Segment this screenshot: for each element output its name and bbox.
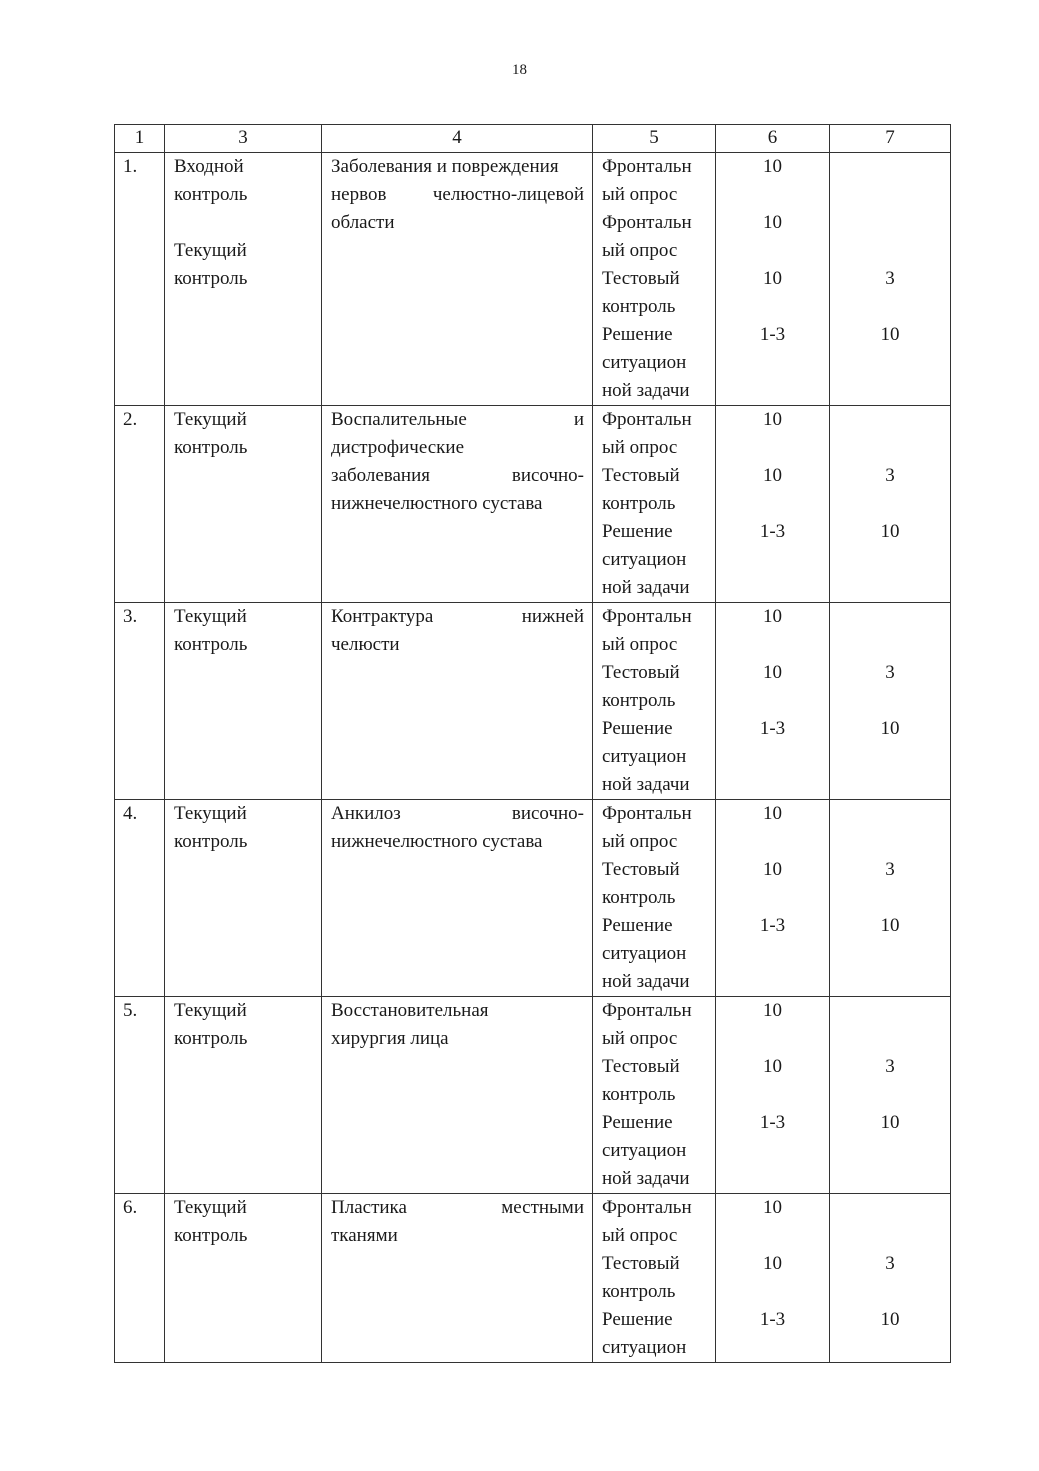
column-7-value: 10 xyxy=(880,324,900,345)
column-6-value xyxy=(716,434,829,462)
assessment-form-line: ситуацион xyxy=(602,549,687,570)
column-6-value xyxy=(716,1081,829,1109)
assessment-form-line: ситуацион xyxy=(602,352,687,373)
column-6-value xyxy=(716,940,829,968)
column-6-value xyxy=(716,349,829,377)
topic-word: местными xyxy=(501,1197,584,1218)
assessment-form-line: Тестовый xyxy=(602,465,680,486)
assessment-form-line: Решение xyxy=(602,1112,673,1133)
assessment-form-line: ной задачи xyxy=(602,774,690,795)
assessment-form-line: ый опрос xyxy=(602,831,678,852)
row-number: 5. xyxy=(123,1000,138,1021)
column-6-cell xyxy=(716,603,830,800)
topic-word: дистрофические xyxy=(331,437,465,458)
topic-cell xyxy=(322,406,593,603)
assessment-form-line: контроль xyxy=(602,690,676,711)
row-number-cell xyxy=(115,153,165,406)
column-6-value: 10 xyxy=(763,1253,782,1274)
column-7-value: 10 xyxy=(880,1309,900,1330)
assessment-form-line: ной задачи xyxy=(602,1168,690,1189)
control-type-line: контроль xyxy=(174,634,248,655)
row-number-cell xyxy=(115,1194,165,1363)
column-6-value xyxy=(716,1222,829,1250)
column-6-value xyxy=(716,884,829,912)
column-7-value: 10 xyxy=(880,521,900,542)
control-type-line: Текущий xyxy=(174,803,247,824)
topic-word: нижней xyxy=(521,606,584,627)
control-type-cell xyxy=(165,406,322,603)
topic-word: тканями xyxy=(331,1225,398,1246)
column-7-value xyxy=(830,1081,950,1109)
column-7-value xyxy=(830,771,950,799)
control-type-line: Текущий xyxy=(174,1197,247,1218)
header-cell-1: 1 xyxy=(115,125,165,153)
control-type-line: контроль xyxy=(174,831,248,852)
column-7-value xyxy=(830,968,950,996)
topic-word: нижнечелюстного сустава xyxy=(331,493,543,514)
column-7-value xyxy=(830,800,950,828)
column-6-cell xyxy=(716,1194,830,1363)
control-type-line: Входной xyxy=(174,156,244,177)
column-6-value: 1-3 xyxy=(759,521,786,542)
column-7-value xyxy=(830,546,950,574)
column-6-value: 10 xyxy=(763,268,782,289)
column-6-value xyxy=(716,1278,829,1306)
column-7-value: 10 xyxy=(880,718,900,739)
assessment-form-line: контроль xyxy=(602,1281,676,1302)
column-7-cell xyxy=(830,1194,951,1363)
control-type-line: контроль xyxy=(174,437,248,458)
topic-word: Пластика xyxy=(331,1197,407,1218)
column-7-value: 3 xyxy=(885,268,895,289)
topic-line xyxy=(331,1025,584,1053)
topic-word: нервов xyxy=(331,184,387,205)
column-7-value xyxy=(830,293,950,321)
assessment-form-line: контроль xyxy=(602,887,676,908)
topic-line xyxy=(331,153,584,181)
assessment-form-line: Решение xyxy=(602,324,673,345)
row-number-cell xyxy=(115,997,165,1194)
assessment-form-line: Тестовый xyxy=(602,1056,680,1077)
column-7-value xyxy=(830,153,950,181)
table-row xyxy=(115,997,951,1194)
assessment-form-line: ной задачи xyxy=(602,380,690,401)
row-number: 3. xyxy=(123,606,138,627)
column-6-value: 10 xyxy=(763,212,782,233)
topic-line xyxy=(331,434,584,462)
column-7-value xyxy=(830,1278,950,1306)
topic-word: заболевания xyxy=(331,465,430,486)
assessment-form-line: Тестовый xyxy=(602,268,680,289)
assessment-form-line: Фронтальн xyxy=(602,156,692,177)
column-6-value xyxy=(716,181,829,209)
assessment-form-line: Решение xyxy=(602,521,673,542)
assessment-form-line: контроль xyxy=(602,1084,676,1105)
assessment-form-cell xyxy=(593,153,716,406)
column-7-value xyxy=(830,1222,950,1250)
column-7-value xyxy=(830,209,950,237)
table-row xyxy=(115,800,951,997)
column-6-value: 10 xyxy=(763,662,782,683)
topic-line xyxy=(331,209,584,237)
topic-cell xyxy=(322,800,593,997)
assessment-table xyxy=(114,124,951,1363)
column-6-value xyxy=(716,771,829,799)
topic-word: нижнечелюстного сустава xyxy=(331,831,543,852)
column-7-cell xyxy=(830,800,951,997)
column-7-cell xyxy=(830,997,951,1194)
column-6-value xyxy=(716,377,829,405)
column-6-value: 1-3 xyxy=(759,915,786,936)
column-7-value: 3 xyxy=(885,662,895,683)
column-6-value: 1-3 xyxy=(759,324,786,345)
assessment-form-cell xyxy=(593,800,716,997)
column-7-cell xyxy=(830,153,951,406)
topic-line xyxy=(331,406,584,434)
header-cell-7: 7 xyxy=(830,125,951,153)
assessment-form-line: контроль xyxy=(602,493,676,514)
topic-line xyxy=(331,490,584,518)
column-6-value xyxy=(716,546,829,574)
control-type-line: Текущий xyxy=(174,409,247,430)
column-6-value xyxy=(716,490,829,518)
column-6-value xyxy=(716,968,829,996)
topic-cell xyxy=(322,603,593,800)
column-7-value: 3 xyxy=(885,1253,895,1274)
column-7-cell xyxy=(830,603,951,800)
topic-line xyxy=(331,181,584,209)
column-6-value xyxy=(716,1165,829,1193)
column-6-value: 10 xyxy=(763,606,782,627)
topic-word: Заболевания и повреждения xyxy=(331,156,559,177)
topic-line xyxy=(331,828,584,856)
assessment-form-line: ый опрос xyxy=(602,634,678,655)
assessment-form-line: ситуацион xyxy=(602,746,687,767)
assessment-form-line: ной задачи xyxy=(602,971,690,992)
assessment-form-line: ситуацион xyxy=(602,943,687,964)
assessment-form-line: Тестовый xyxy=(602,662,680,683)
column-6-value: 1-3 xyxy=(759,1309,786,1330)
topic-word: Воспалительные xyxy=(331,409,467,430)
header-row xyxy=(115,125,951,153)
column-7-value xyxy=(830,1194,950,1222)
column-7-value xyxy=(830,434,950,462)
topic-word: Восстановительная xyxy=(331,1000,489,1021)
column-7-value xyxy=(830,884,950,912)
column-7-value xyxy=(830,349,950,377)
assessment-form-line: ситуацион xyxy=(602,1140,687,1161)
assessment-form-line: ый опрос xyxy=(602,1225,678,1246)
column-7-value xyxy=(830,997,950,1025)
column-6-value xyxy=(716,1334,829,1362)
page-number: 18 xyxy=(512,62,527,78)
topic-cell xyxy=(322,1194,593,1363)
control-type-line: контроль xyxy=(174,184,248,205)
column-7-value xyxy=(830,940,950,968)
topic-line xyxy=(331,997,584,1025)
control-type-line: Текущий xyxy=(174,240,247,261)
column-6-value xyxy=(716,1025,829,1053)
control-type-cell xyxy=(165,153,322,406)
topic-line xyxy=(331,800,584,828)
assessment-form-line: Решение xyxy=(602,915,673,936)
assessment-form-cell xyxy=(593,997,716,1194)
topic-cell xyxy=(322,153,593,406)
topic-line xyxy=(331,1222,584,1250)
column-6-value: 10 xyxy=(763,1197,782,1218)
assessment-form-line: ый опрос xyxy=(602,437,678,458)
column-7-value xyxy=(830,1165,950,1193)
control-type-cell xyxy=(165,603,322,800)
assessment-form-line: Фронтальн xyxy=(602,1000,692,1021)
topic-word: Контрактура xyxy=(331,606,434,627)
column-7-value xyxy=(830,687,950,715)
topic-word: и xyxy=(573,409,584,430)
column-6-value xyxy=(716,743,829,771)
header-cell-3: 3 xyxy=(165,125,322,153)
topic-line xyxy=(331,1194,584,1222)
column-7-value xyxy=(830,181,950,209)
control-type-cell xyxy=(165,1194,322,1363)
column-7-value: 3 xyxy=(885,859,895,880)
column-7-value xyxy=(830,377,950,405)
assessment-form-line: Фронтальн xyxy=(602,1197,692,1218)
topic-word: челюсти xyxy=(331,634,400,655)
assessment-form-line: Тестовый xyxy=(602,859,680,880)
control-type-line xyxy=(174,209,321,237)
assessment-form-cell xyxy=(593,406,716,603)
assessment-form-line: ситуацион xyxy=(602,1337,687,1358)
column-6-value xyxy=(716,293,829,321)
control-type-line: Текущий xyxy=(174,1000,247,1021)
assessment-form-cell xyxy=(593,603,716,800)
table-row xyxy=(115,153,951,406)
assessment-form-line: Решение xyxy=(602,718,673,739)
column-7-value xyxy=(830,1334,950,1362)
assessment-form-line: ый опрос xyxy=(602,240,678,261)
topic-cell xyxy=(322,997,593,1194)
column-6-cell xyxy=(716,800,830,997)
topic-line xyxy=(331,603,584,631)
column-6-value: 10 xyxy=(763,859,782,880)
column-6-value: 1-3 xyxy=(759,1112,786,1133)
header-cell-6: 6 xyxy=(716,125,830,153)
row-number-cell xyxy=(115,603,165,800)
table-row xyxy=(115,603,951,800)
header-cell-5: 5 xyxy=(593,125,716,153)
topic-word: области xyxy=(331,212,395,233)
column-6-value: 10 xyxy=(763,1000,782,1021)
topic-word: хирургия лица xyxy=(331,1028,449,1049)
column-6-value xyxy=(716,237,829,265)
assessment-form-line: Фронтальн xyxy=(602,409,692,430)
assessment-form-line: ной задачи xyxy=(602,577,690,598)
row-number-cell xyxy=(115,800,165,997)
column-7-value xyxy=(830,1025,950,1053)
control-type-line: Текущий xyxy=(174,606,247,627)
assessment-form-cell xyxy=(593,1194,716,1363)
column-7-value: 3 xyxy=(885,1056,895,1077)
row-number: 1. xyxy=(123,156,138,177)
column-7-value: 10 xyxy=(880,1112,900,1133)
column-7-value xyxy=(830,490,950,518)
column-7-cell xyxy=(830,406,951,603)
column-6-value: 1-3 xyxy=(759,718,786,739)
column-6-value xyxy=(716,828,829,856)
column-7-value xyxy=(830,603,950,631)
column-7-value xyxy=(830,828,950,856)
column-6-cell xyxy=(716,406,830,603)
column-7-value xyxy=(830,631,950,659)
topic-word: височно- xyxy=(511,465,584,486)
row-number-cell xyxy=(115,406,165,603)
control-type-line: контроль xyxy=(174,1225,248,1246)
row-number: 2. xyxy=(123,409,138,430)
column-7-value: 3 xyxy=(885,465,895,486)
column-7-value xyxy=(830,406,950,434)
assessment-form-line: ый опрос xyxy=(602,1028,678,1049)
column-6-cell xyxy=(716,153,830,406)
column-6-value: 10 xyxy=(763,409,782,430)
assessment-form-line: Фронтальн xyxy=(602,212,692,233)
column-6-value: 10 xyxy=(763,465,782,486)
column-6-value: 10 xyxy=(763,803,782,824)
control-type-cell xyxy=(165,997,322,1194)
assessment-form-line: контроль xyxy=(602,296,676,317)
header-cell-4: 4 xyxy=(322,125,593,153)
topic-word: височно- xyxy=(511,803,584,824)
column-7-value xyxy=(830,1137,950,1165)
control-type-cell xyxy=(165,800,322,997)
column-6-value: 10 xyxy=(763,1056,782,1077)
topic-line xyxy=(331,462,584,490)
column-6-cell xyxy=(716,997,830,1194)
column-6-value xyxy=(716,631,829,659)
column-7-value xyxy=(830,574,950,602)
table-row xyxy=(115,406,951,603)
assessment-form-line: Решение xyxy=(602,1309,673,1330)
column-7-value xyxy=(830,743,950,771)
topic-word: челюстно-лицевой xyxy=(432,184,584,205)
topic-line xyxy=(331,631,584,659)
control-type-line: контроль xyxy=(174,1028,248,1049)
column-6-value xyxy=(716,687,829,715)
topic-word: Анкилоз xyxy=(331,803,401,824)
row-number: 6. xyxy=(123,1197,138,1218)
assessment-form-line: ый опрос xyxy=(602,184,678,205)
assessment-form-line: Фронтальн xyxy=(602,606,692,627)
table-row xyxy=(115,1194,951,1363)
column-6-value xyxy=(716,1137,829,1165)
control-type-line: контроль xyxy=(174,268,248,289)
column-7-value: 10 xyxy=(880,915,900,936)
row-number: 4. xyxy=(123,803,138,824)
column-6-value xyxy=(716,574,829,602)
column-6-value: 10 xyxy=(763,156,782,177)
column-7-value xyxy=(830,237,950,265)
assessment-form-line: Фронтальн xyxy=(602,803,692,824)
assessment-form-line: Тестовый xyxy=(602,1253,680,1274)
